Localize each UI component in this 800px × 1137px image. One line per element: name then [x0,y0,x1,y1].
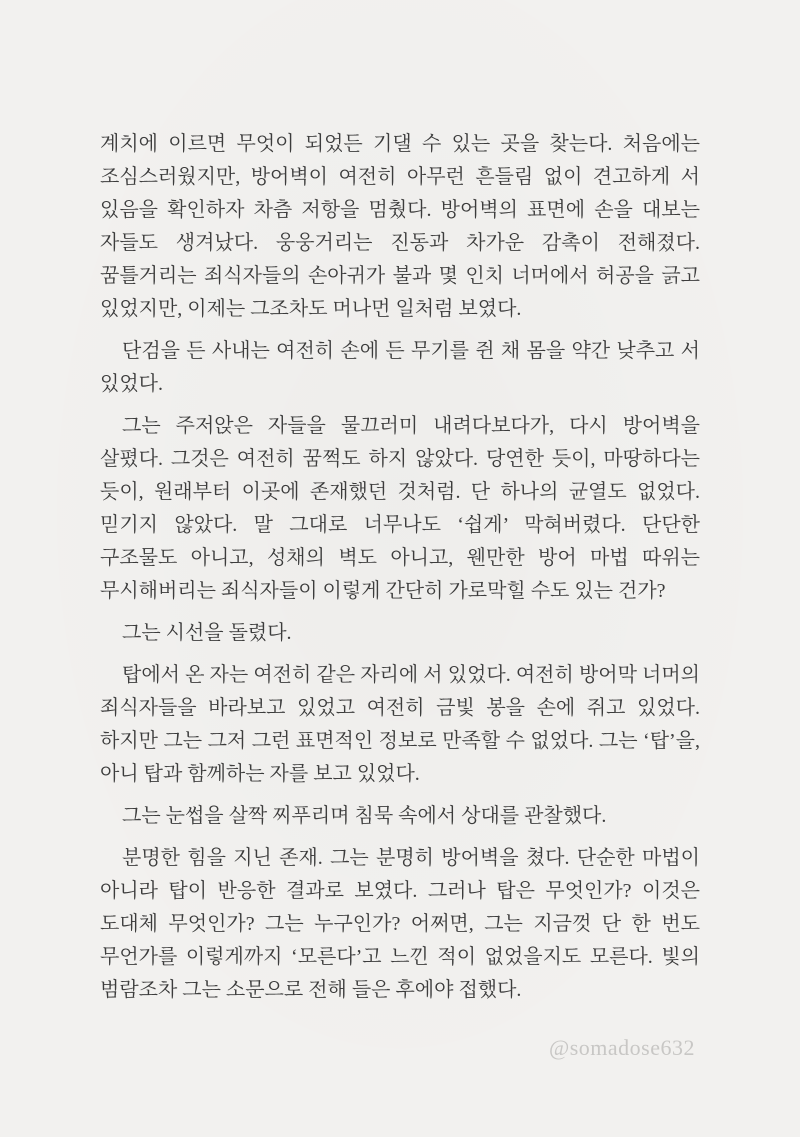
paragraph: 그는 눈썹을 살짝 찌푸리며 침묵 속에서 상대를 관찰했다. [122,805,607,827]
paragraph: 탑에서 온 자는 여전히 같은 자리에 서 있었다. 여전히 방어막 너머의 죄식자들을 바라보고 있었고 여전히 금빛 봉을 손에 쥐고 있었다. 하지만 그는 그저 그런 표면적인 정보로 만족할 수 없었다. 그는 ‘탑’을, 아니 탑과 함께하는 자를 보고 있었다. [100,664,700,785]
paragraph: 그는 시선을 돌렸다. [122,622,292,644]
paragraph: 그는 주저앉은 자들을 물끄러미 내려다보다가, 다시 방어벽을 살폈다. 그것은 여전히 꿈쩍도 하지 않았다. 당연한 듯이, 마땅하다는 듯이, 원래부터 이곳에 존재했던 것처럼. 단 하나의 균열도 없었다. 믿기지 않았다. 말 그대로 너무나도 ‘쉽게’ 막혀버렸다. 단단한 구조물도 아니고, 성채의 벽도 아니고, 웬만한 방어 마법 따위는 무시해버리는 죄식자들이 이렇게 간단히 가로막힐 수도 있는 건가? [100,415,700,602]
watermark: @somadose632 [548,1035,695,1060]
paragraph: 단검을 든 사내는 여전히 손에 든 무기를 쥔 채 몸을 약간 낮추고 서 있었다. [100,340,700,395]
paragraph: 계치에 이르면 무엇이 되었든 기댈 수 있는 곳을 찾는다. 처음에는 조심스러웠지만, 방어벽이 여전히 아무런 흔들림 없이 견고하게 서 있음을 확인하자 차츰 저항을 멈췄다. 방어벽의 표면에 손을 대보는 자들도 생겨났다. 웅웅거리는 진동과 차가운 감촉이 전해졌다. 꿈틀거리는 죄식자들의 손아귀가 불과 몇 인치 너머에서 허공을 긁고 있었지만, 이제는 그조차도 머나먼 일처럼 보였다. [100,133,700,320]
novel-text-body [100,128,700,1016]
paragraph: 분명한 힘을 지닌 존재. 그는 분명히 방어벽을 쳤다. 단순한 마법이 아니라 탑이 반응한 결과로 보였다. 그러나 탑은 무엇인가? 이것은 도대체 무엇인가? 그는 누구인가? 어쩌면, 그는 지금껏 단 한 번도 무언가를 이렇게까지 ‘모른다’고 느낀 적이 없었을지도 모른다. 빛의 범람조차 그는 소문으로 전해 들은 후에야 접했다. [100,847,700,1001]
